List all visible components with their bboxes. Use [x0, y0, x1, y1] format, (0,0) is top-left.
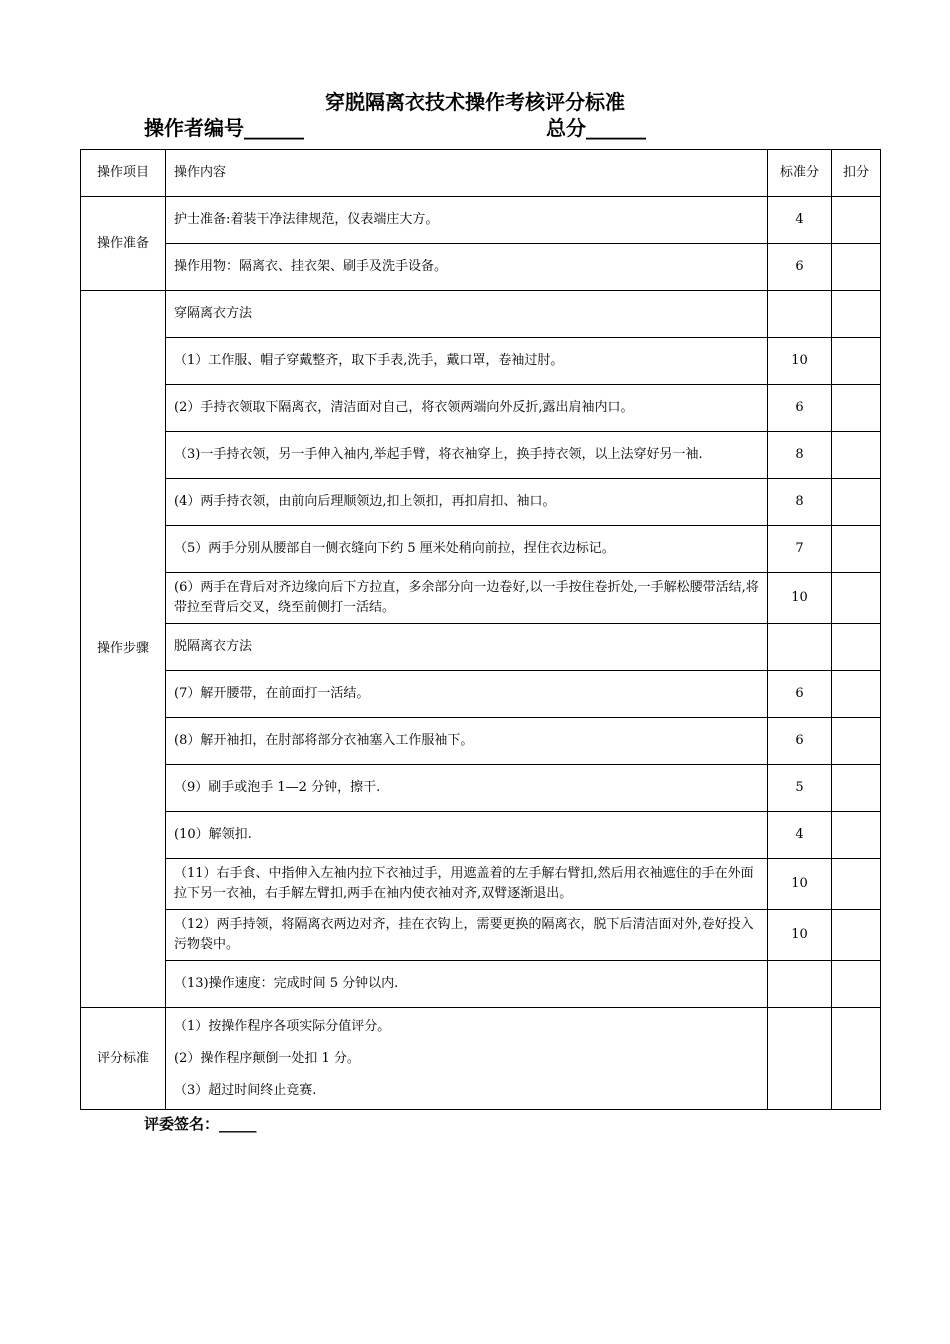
table-row [81, 432, 881, 479]
row-content: （1）工作服、帽子穿戴整齐，取下手表,洗手，戴口罩，卷袖过肘。 [166, 338, 768, 385]
table-row [81, 291, 881, 338]
category-prep: 操作准备 [81, 197, 166, 291]
table-row [81, 910, 881, 961]
row-score: 5 [768, 765, 832, 812]
row-deduction [832, 573, 881, 624]
criteria-item: （3）超过时间终止竞赛. [174, 1082, 317, 1098]
row-deduction [832, 479, 881, 526]
table-row [81, 338, 881, 385]
row-score: 8 [768, 479, 832, 526]
criteria-item: (2）操作程序颠倒一处扣 1 分。 [174, 1050, 360, 1066]
table-row [81, 385, 881, 432]
table-row [81, 244, 881, 291]
row-deduction [832, 385, 881, 432]
row-score: 4 [768, 812, 832, 859]
row-score: 10 [768, 910, 832, 961]
row-score [768, 1008, 832, 1110]
total-score-field: 总分______ [546, 116, 646, 140]
row-content: （12）两手持领，将隔离衣两边对齐，挂在衣钩上，需要更换的隔离衣，脱下后清洁面对外,卷好投入污物袋中。 [166, 910, 768, 961]
judge-signature: 评委签名：_____ [144, 1115, 257, 1133]
row-content: (10）解领扣. [166, 812, 768, 859]
row-score: 8 [768, 432, 832, 479]
row-content: (6）两手在背后对齐边缘向后下方拉直，多余部分向一边卷好,以一手按住卷折处,一手解松腰带活结,将带拉至背后交叉，绕至前侧打一活结。 [166, 573, 768, 624]
row-deduction [832, 244, 881, 291]
header-deduction: 扣分 [832, 150, 881, 197]
row-content: （9）刷手或泡手 1—2 分钟，擦干. [166, 765, 768, 812]
row-score: 6 [768, 671, 832, 718]
criteria-row [81, 1008, 881, 1110]
row-score [768, 961, 832, 1008]
row-score: 6 [768, 718, 832, 765]
row-content: (4）两手持衣领，由前向后理顺领边,扣上领扣，再扣肩扣、袖口。 [166, 479, 768, 526]
row-deduction [832, 624, 881, 671]
header-standard-score: 标准分 [768, 150, 832, 197]
row-score: 6 [768, 385, 832, 432]
row-score: 6 [768, 244, 832, 291]
table-row [81, 859, 881, 910]
row-deduction [832, 812, 881, 859]
row-deduction [832, 291, 881, 338]
operator-id-field: 操作者编号______ [144, 116, 304, 140]
row-score: 10 [768, 573, 832, 624]
scoring-table [80, 149, 881, 1110]
row-deduction [832, 859, 881, 910]
category-criteria: 评分标准 [81, 1008, 166, 1110]
document-title: 穿脱隔离衣技术操作考核评分标准 [325, 90, 625, 114]
table-row [81, 718, 881, 765]
row-content: 操作用物：隔离衣、挂衣架、刷手及洗手设备。 [166, 244, 768, 291]
table-row [81, 197, 881, 244]
row-score [768, 291, 832, 338]
row-score: 7 [768, 526, 832, 573]
section-heading-doff: 脱隔离衣方法 [166, 624, 768, 671]
criteria-item: （1）按操作程序各项实际分值评分。 [174, 1018, 391, 1034]
table-row [81, 573, 881, 624]
row-content: (7）解开腰带，在前面打一活结。 [166, 671, 768, 718]
row-deduction [832, 1008, 881, 1110]
table-row [81, 526, 881, 573]
row-content: 护士准备:着装干净法律规范，仪表端庄大方。 [166, 197, 768, 244]
row-content: (8）解开袖扣，在肘部将部分衣袖塞入工作服袖下。 [166, 718, 768, 765]
row-deduction [832, 961, 881, 1008]
table-row [81, 961, 881, 1008]
row-score: 4 [768, 197, 832, 244]
row-deduction [832, 910, 881, 961]
row-deduction [832, 765, 881, 812]
criteria-list [166, 1008, 768, 1110]
row-content: （11）右手食、中指伸入左袖内拉下衣袖过手，用遮盖着的左手解右臂扣,然后用衣袖遮住的手在外面拉下另一衣袖，右手解左臂扣,两手在袖内使衣袖对齐,双臂逐渐退出。 [166, 859, 768, 910]
header-content: 操作内容 [166, 150, 768, 197]
row-content: （13)操作速度：完成时间 5 分钟以内. [166, 961, 768, 1008]
row-deduction [832, 197, 881, 244]
row-score: 10 [768, 338, 832, 385]
category-steps: 操作步骤 [81, 291, 166, 1008]
row-deduction [832, 671, 881, 718]
header-category: 操作项目 [81, 150, 166, 197]
section-heading-don: 穿隔离衣方法 [166, 291, 768, 338]
row-score [768, 624, 832, 671]
row-content: （5）两手分别从腰部自一侧衣缝向下约 5 厘米处稍向前拉，捏住衣边标记。 [166, 526, 768, 573]
table-row [81, 624, 881, 671]
row-deduction [832, 432, 881, 479]
row-content: （3)一手持衣领，另一手伸入袖内,举起手臂，将衣袖穿上，换手持衣领，以上法穿好另一袖. [166, 432, 768, 479]
table-row [81, 671, 881, 718]
row-deduction [832, 526, 881, 573]
table-row [81, 479, 881, 526]
row-deduction [832, 338, 881, 385]
table-row [81, 765, 881, 812]
row-deduction [832, 718, 881, 765]
table-header-row [81, 150, 881, 197]
row-content: (2）手持衣领取下隔离衣，清洁面对自己，将衣领两端向外反折,露出肩袖内口。 [166, 385, 768, 432]
table-row [81, 812, 881, 859]
row-score: 10 [768, 859, 832, 910]
